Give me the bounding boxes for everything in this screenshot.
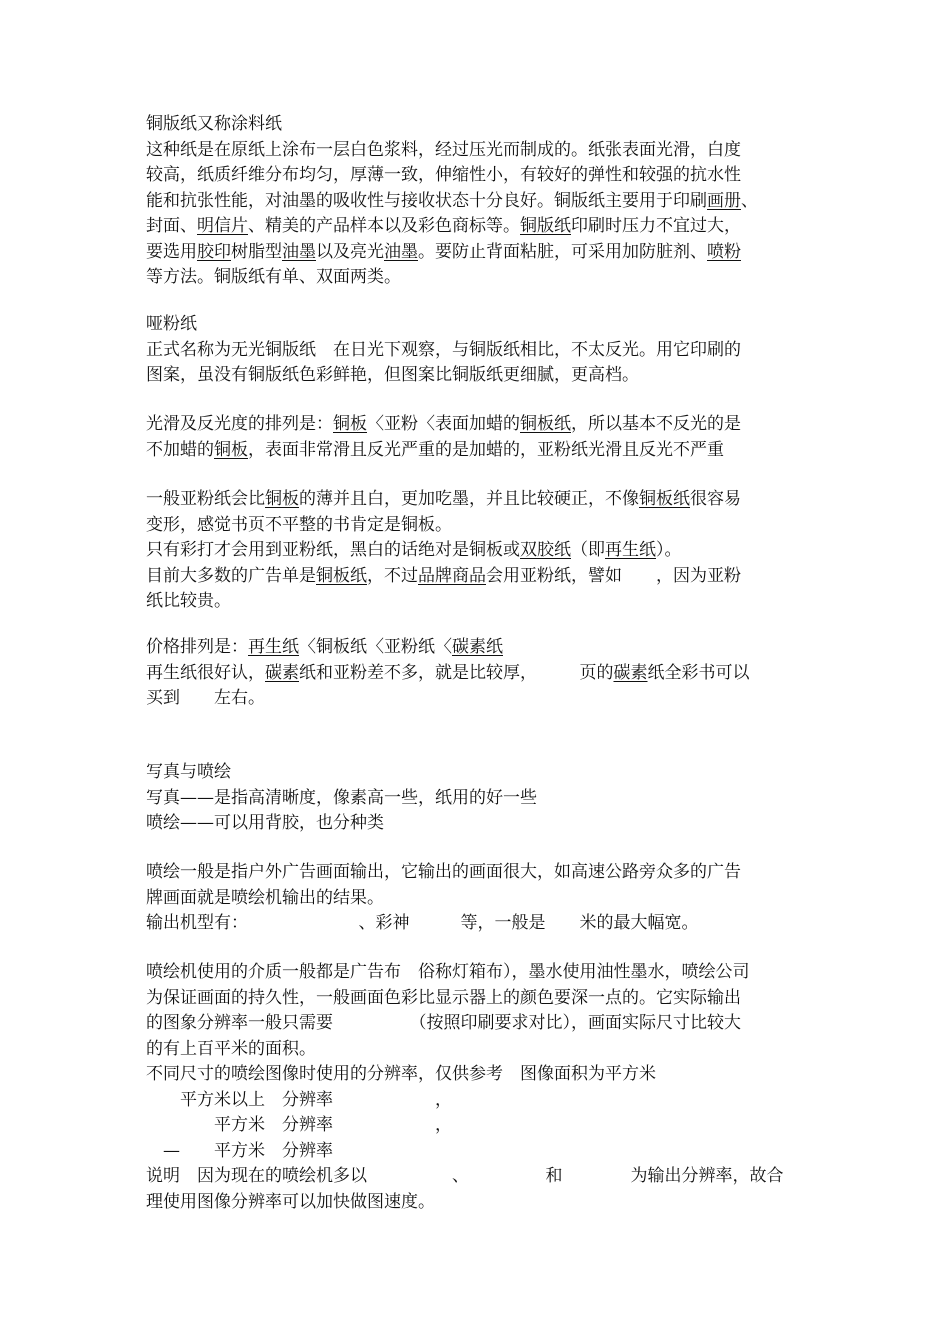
text-line [146, 886, 808, 912]
text-run: 〈亚粉〈表面加蜡的 [367, 414, 520, 434]
linked-term[interactable]: 铜板纸 [316, 565, 367, 586]
text-line [146, 911, 808, 937]
linked-term[interactable]: 胶印 [197, 241, 231, 262]
linked-term[interactable]: 铜版纸 [520, 216, 571, 236]
text-line [146, 589, 808, 615]
section-price-ranking [146, 635, 808, 712]
text-run: 再生纸很好认， [146, 662, 265, 683]
text-run: 以及亮光 [316, 241, 384, 262]
text-line [146, 986, 808, 1012]
text-run: 理使用图像分辨率可以加快做图速度。 [146, 1191, 435, 1212]
text-line [146, 1037, 808, 1063]
text-line [146, 1164, 808, 1190]
text-run: 的有上百平米的面积。 [146, 1038, 316, 1059]
text-run: 的薄并且白，更加吃墨，并且比较硬正，不像 [299, 489, 639, 509]
linked-term[interactable]: 铜板 [333, 414, 367, 434]
text-line [146, 513, 808, 539]
text-line [146, 265, 808, 291]
section-gloss-ranking [146, 412, 808, 463]
text-line [146, 661, 808, 687]
text-line [146, 1139, 808, 1165]
text-run: ，表面非常滑且反光严重的是加蜡的，亚粉纸光滑且反光不严重 [248, 439, 724, 460]
linked-term[interactable]: 再生纸 [605, 540, 656, 560]
text-run: 喷绘机使用的介质一般都是广告布 俗称灯箱布），墨水使用油性墨水，喷绘公司 [146, 962, 750, 982]
text-line [146, 635, 808, 661]
text-run: 平方米以上 分辨率 ， [146, 1089, 452, 1110]
text-run: ，所以基本不反光的是 [571, 414, 741, 434]
linked-term[interactable]: 碳素纸 [452, 637, 503, 657]
linked-term[interactable]: 双胶纸 [520, 540, 571, 560]
text-line [146, 240, 808, 266]
text-run: ）。 [656, 540, 682, 560]
text-run: 会用亚粉纸，譬如 ，因为亚粉 [486, 565, 741, 586]
linked-term[interactable]: 画册 [707, 190, 741, 211]
text-run: 纸和亚粉差不多，就是比较厚， 页的 [299, 662, 614, 683]
section-matte-paper [146, 312, 808, 389]
text-line [146, 686, 808, 712]
text-run: 纸全彩书可以 [647, 662, 750, 683]
text-line [146, 1190, 808, 1216]
text-run: 。要防止背面粘脏，可采用加防脏剂、 [418, 241, 707, 262]
text-run: 纸比较贵。 [146, 591, 231, 611]
text-run: 牌画面就是喷绘机输出的结果。 [146, 887, 384, 908]
text-run: 不同尺寸的喷绘图像时使用的分辨率，仅供参考 图像面积为平方米 [146, 1064, 656, 1084]
text-run: 不加蜡的 [146, 439, 214, 460]
text-run: 这种纸是在原纸上涂布一层白色浆料，经过压光而制成的。纸张表面光滑，白度 [146, 139, 741, 160]
text-line [146, 189, 808, 215]
text-line [146, 860, 808, 886]
section-inkjet-output [146, 860, 808, 937]
text-run: 买到 左右。 [146, 688, 265, 708]
section-compare [146, 487, 808, 615]
text-run: 的图象分辨率一般只需要 （按照印刷要求对比），画面实际尺寸比较大 [146, 1013, 741, 1033]
text-line [146, 363, 808, 389]
linked-term[interactable]: 油墨 [282, 241, 316, 262]
text-run: 平方米 分辨率 ， [146, 1115, 452, 1135]
text-line [146, 438, 808, 464]
linked-term[interactable]: 喷粉 [707, 241, 741, 262]
text-run: 变形，感觉书页不平整的书肯定是铜板。 [146, 514, 452, 535]
text-run: 能和抗张性能，对油墨的吸收性与接收状态十分良好。铜版纸主要用于印刷 [146, 190, 707, 211]
text-run: 输出机型有： 、彩神 等，一般是 米的最大幅宽。 [146, 913, 699, 933]
text-line [146, 412, 808, 438]
text-run: 一般亚粉纸会比 [146, 489, 265, 509]
text-run: 价格排列是： [146, 637, 248, 657]
text-run: ，不过 [367, 565, 418, 586]
text-run: 较高，纸质纤维分布均匀，厚薄一致，伸缩性小，有较好的弹性和较强的抗水性 [146, 165, 741, 185]
text-line [146, 564, 808, 590]
text-line [146, 163, 808, 189]
text-line [146, 214, 808, 240]
text-line [146, 1062, 808, 1088]
text-line [146, 1113, 808, 1139]
section-coated-paper [146, 112, 808, 291]
text-line [146, 338, 808, 364]
text-run: 说明 因为现在的喷绘机多以 、 和 为输出分辨率，故合 [146, 1166, 784, 1186]
linked-term[interactable]: 油墨 [384, 241, 418, 262]
linked-term[interactable]: 铜板 [214, 439, 248, 460]
linked-term[interactable]: 碳素 [613, 662, 648, 683]
section-inkjet-media [146, 960, 808, 1215]
text-run: 等方法。铜版纸有单、双面两类。 [146, 267, 401, 287]
text-run: 喷绘——可以用背胶，也分种类 [146, 813, 384, 833]
section-title: 写真与喷绘 [146, 762, 231, 782]
text-run: 为保证画面的持久性，一般画面色彩比显示器上的颜色要深一点的。它实际输出 [146, 987, 741, 1008]
text-run: 要选用 [146, 241, 197, 262]
text-run: 喷绘一般是指户外广告画面输出，它输出的画面很大，如高速公路旁众多的广告 [146, 862, 741, 882]
text-run: （即 [571, 540, 605, 560]
text-run: 写真——是指高清晰度，像素高一些，纸用的好一些 [146, 787, 537, 808]
text-run: 图案，虽没有铜版纸色彩鲜艳，但图案比铜版纸更细腻，更高档。 [146, 365, 639, 385]
text-line [146, 1088, 808, 1114]
text-line [146, 1011, 808, 1037]
text-run: 光滑及反光度的排列是： [146, 414, 333, 434]
linked-term[interactable]: 再生纸 [248, 637, 299, 657]
text-line [146, 538, 808, 564]
section-title: 哑粉纸 [146, 314, 197, 334]
text-line [146, 786, 808, 812]
linked-term[interactable]: 铜板纸 [520, 414, 571, 434]
text-run: 正式名称为无光铜版纸 在日光下观察，与铜版纸相比，不太反光。用它印刷的 [146, 339, 741, 360]
linked-term[interactable]: 铜板 [265, 489, 299, 509]
text-run: 树脂型 [231, 241, 282, 262]
text-run: 很容易 [690, 489, 741, 509]
linked-term[interactable]: 品牌商品 [418, 565, 486, 586]
text-run: 封面、 [146, 216, 197, 236]
text-run: 目前大多数的广告单是 [146, 565, 316, 586]
text-line [146, 487, 808, 513]
text-run: 印刷时压力不宜过大， [571, 216, 741, 236]
text-run: 、精美的产品样本以及彩色商标等。 [248, 216, 520, 236]
text-run: 〈铜板纸〈亚粉纸〈 [299, 637, 452, 657]
linked-term[interactable]: 明信片 [197, 216, 248, 236]
linked-term[interactable]: 碳素 [265, 662, 299, 683]
text-run: 只有彩打才会用到亚粉纸，黑白的话绝对是铜板或 [146, 540, 520, 560]
text-line [146, 960, 808, 986]
text-line [146, 138, 808, 164]
text-line [146, 811, 808, 837]
section-photo-inkjet [146, 760, 808, 837]
text-run: 、 [741, 190, 758, 211]
text-run: — 平方米 分辨率 [146, 1140, 333, 1161]
linked-term[interactable]: 铜板纸 [639, 489, 690, 509]
section-title: 铜版纸又称涂料纸 [146, 114, 282, 134]
